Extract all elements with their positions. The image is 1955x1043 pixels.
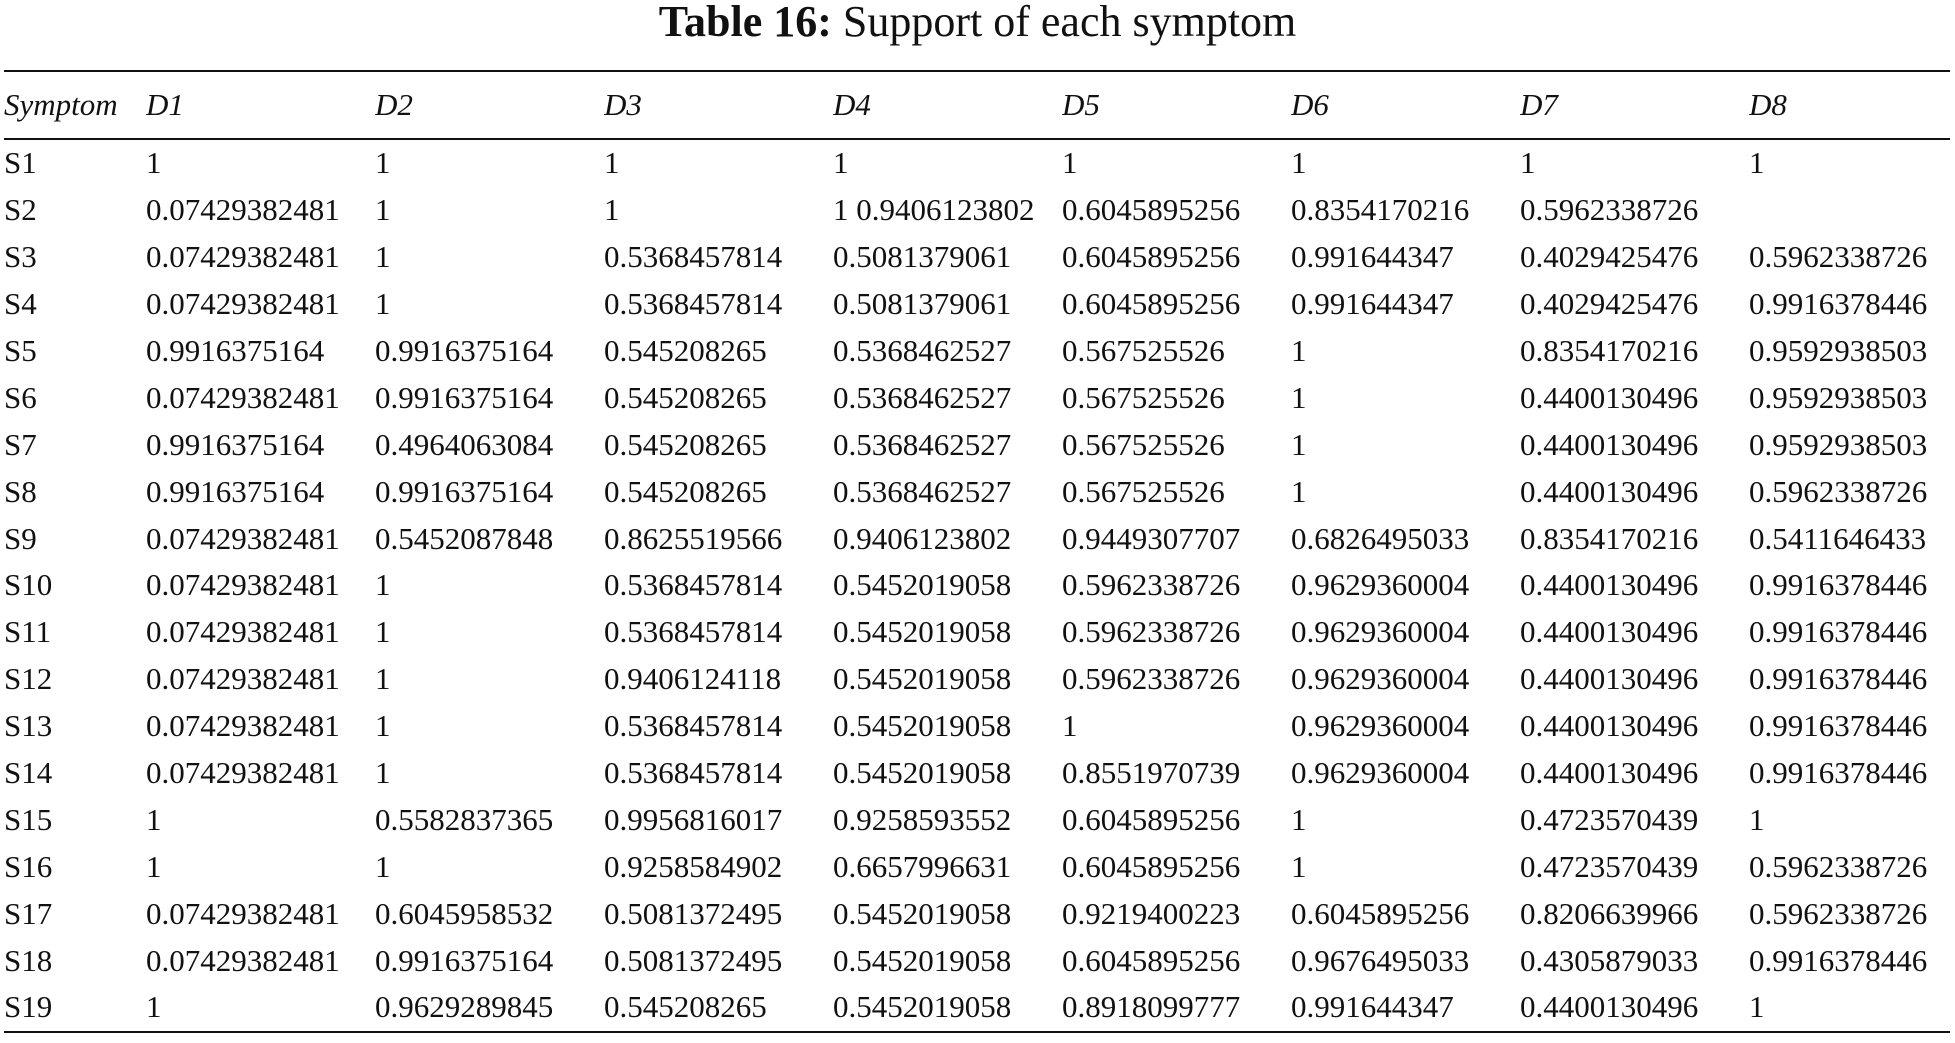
support-value-cell: 1 (1291, 473, 1307, 509)
support-value-cell: 1 (604, 145, 620, 181)
support-value-cell: 0.5081372495 (604, 895, 783, 931)
support-value-cell: 0.4400130496 (1520, 708, 1699, 744)
support-value-cell: 0.9916378446 (1749, 708, 1928, 744)
support-value-cell: 0.6045895256 (1062, 848, 1241, 884)
support-value-cell: 0.9916378446 (1749, 614, 1928, 650)
support-value-cell: 1 (1291, 801, 1307, 837)
support-value-cell: 0.9629360004 (1291, 755, 1470, 791)
support-value-cell: 1 (1291, 426, 1307, 462)
support-value-cell: 1 (375, 239, 391, 275)
symptom-cell: S17 (4, 895, 53, 931)
support-value-cell: 1 (375, 192, 391, 228)
table-row (4, 843, 1950, 890)
table-row (4, 750, 1950, 797)
support-value-cell: 1 0.9406123802 (833, 192, 1035, 228)
support-value-cell: 0.991644347 (1291, 239, 1454, 275)
symptom-cell: S11 (4, 614, 52, 650)
symptom-cell: S3 (4, 239, 37, 275)
table-row (4, 281, 1950, 328)
support-value-cell: 0.07429382481 (146, 942, 340, 978)
support-value-cell: 0.9592938503 (1749, 379, 1928, 415)
symptom-cell: S7 (4, 426, 37, 462)
table-row (4, 796, 1950, 843)
support-value-cell: 1 (1291, 379, 1307, 415)
support-value-cell: 0.8551970739 (1062, 755, 1241, 791)
support-value-cell: 1 (375, 708, 391, 744)
support-value-cell: 1 (146, 989, 162, 1025)
support-value-cell: 0.9629360004 (1291, 567, 1470, 603)
support-value-cell: 1 (375, 755, 391, 791)
support-value-cell: 0.5368457814 (604, 567, 783, 603)
symptom-cell: S9 (4, 520, 37, 556)
support-value-cell: 1 (375, 848, 391, 884)
support-value-cell: 0.991644347 (1291, 989, 1454, 1025)
support-value-cell: 0.5368457814 (604, 239, 783, 275)
symptom-cell: S12 (4, 661, 53, 697)
support-value-cell: 0.5962338726 (1062, 614, 1241, 650)
table-row (4, 234, 1950, 281)
table-row (4, 703, 1950, 750)
symptom-cell: S10 (4, 567, 53, 603)
support-value-cell: 0.9916375164 (146, 426, 325, 462)
support-value-cell: 0.9629360004 (1291, 708, 1470, 744)
table-row (4, 328, 1950, 375)
support-value-cell: 1 (1291, 145, 1307, 181)
support-value-cell: 0.4400130496 (1520, 614, 1699, 650)
support-value-cell: 0.4029425476 (1520, 239, 1699, 275)
table-row (4, 656, 1950, 703)
table-row (4, 984, 1950, 1031)
column-header: D7 (1520, 72, 1749, 139)
table-row (4, 609, 1950, 656)
support-value-cell: 0.8206639966 (1520, 895, 1699, 931)
support-value-cell: 0.5368457814 (604, 614, 783, 650)
support-value-cell: 0.9916375164 (375, 333, 554, 368)
support-value-cell: 1 (1291, 333, 1307, 368)
symptom-cell: S18 (4, 942, 53, 978)
support-value-cell: 1 (375, 614, 391, 650)
support-value-cell: 0.07429382481 (146, 379, 340, 415)
support-value-cell: 0.6045895256 (1062, 801, 1241, 837)
support-value-cell: 0.8625519566 (604, 520, 783, 556)
support-value-cell: 0.5452019058 (833, 755, 1012, 791)
support-value-cell: 0.9916378446 (1749, 286, 1928, 322)
support-value-cell: 0.567525526 (1062, 473, 1225, 509)
table-header-row (4, 72, 1950, 139)
support-value-cell: 0.9916375164 (146, 333, 325, 368)
support-value-cell: 0.07429382481 (146, 286, 340, 322)
support-value-cell: 0.4723570439 (1520, 848, 1699, 884)
column-header: D3 (604, 72, 833, 139)
support-value-cell: 0.545208265 (604, 426, 767, 462)
column-header: D5 (1062, 72, 1291, 139)
support-value-cell: 1 (375, 145, 391, 181)
support-value-cell: 0.9916378446 (1749, 661, 1928, 697)
table-row (4, 890, 1950, 937)
support-value-cell: 0.5962338726 (1062, 567, 1241, 603)
support-value-cell: 0.9629360004 (1291, 614, 1470, 650)
support-value-cell: 0.8354170216 (1291, 192, 1470, 228)
support-value-cell: 1 (1749, 989, 1765, 1025)
symptom-cell: S19 (4, 989, 53, 1025)
support-value-cell: 1 (1291, 848, 1307, 884)
support-table (4, 72, 1950, 1031)
support-value-cell: 1 (146, 145, 162, 181)
support-value-cell: 0.5452019058 (833, 989, 1012, 1025)
symptom-cell: S4 (4, 286, 37, 322)
table-caption (0, 0, 1955, 44)
support-value-cell: 1 (1749, 145, 1765, 181)
symptom-cell: S1 (4, 145, 37, 181)
column-header: Symptom (4, 72, 146, 139)
support-value-cell: 0.5962338726 (1749, 473, 1928, 509)
symptom-cell: S2 (4, 192, 37, 228)
support-value-cell: 0.9258593552 (833, 801, 1012, 837)
column-header: D6 (1291, 72, 1520, 139)
table-caption-text: Support of each symptom (842, 0, 1297, 46)
support-value-cell: 0.4723570439 (1520, 801, 1699, 837)
support-value-cell: 0.567525526 (1062, 333, 1225, 368)
support-value-cell: 0.6045895256 (1062, 239, 1241, 275)
support-value-cell: 0.07429382481 (146, 708, 340, 744)
column-header: D8 (1749, 72, 1950, 139)
support-value-cell: 0.8354170216 (1520, 520, 1699, 556)
support-value-cell: 0.5368462527 (833, 333, 1012, 368)
support-value-cell: 0.9219400223 (1062, 895, 1241, 931)
support-value-cell: 0.5452019058 (833, 567, 1012, 603)
support-value-cell: 0.8354170216 (1520, 333, 1699, 368)
support-value-cell: 0.6045895256 (1291, 895, 1470, 931)
support-value-cell: 0.4400130496 (1520, 567, 1699, 603)
support-value-cell: 0.5452087848 (375, 520, 554, 556)
table-body (4, 139, 1950, 1031)
support-value-cell: 0.545208265 (604, 989, 767, 1025)
support-value-cell: 0.9916375164 (375, 473, 554, 509)
support-value-cell: 0.6826495033 (1291, 520, 1470, 556)
support-value-cell: 0.4400130496 (1520, 426, 1699, 462)
support-value-cell: 0.5081372495 (604, 942, 783, 978)
table-row (4, 421, 1950, 468)
support-value-cell: 0.9592938503 (1749, 426, 1928, 462)
column-header: D2 (375, 72, 604, 139)
support-value-cell: 0.5962338726 (1062, 661, 1241, 697)
support-value-cell: 0.5452019058 (833, 895, 1012, 931)
support-value-cell: 0.545208265 (604, 473, 767, 509)
support-value-cell: 0.4400130496 (1520, 989, 1699, 1025)
support-value-cell: 1 (833, 145, 849, 181)
support-value-cell: 0.4964063084 (375, 426, 554, 462)
support-value-cell: 0.545208265 (604, 379, 767, 415)
table-row (4, 937, 1950, 984)
support-value-cell: 0.6045895256 (1062, 942, 1241, 978)
symptom-cell: S15 (4, 801, 53, 837)
support-value-cell: 1 (1520, 145, 1536, 181)
table-row (4, 515, 1950, 562)
support-value-cell: 0.9916378446 (1749, 567, 1928, 603)
support-value-cell: 0.4305879033 (1520, 942, 1699, 978)
support-value-cell: 0.9629289845 (375, 989, 554, 1025)
support-value-cell: 0.9916375164 (146, 473, 325, 509)
support-value-cell: 1 (375, 567, 391, 603)
support-value-cell: 0.07429382481 (146, 567, 340, 603)
column-header: D4 (833, 72, 1062, 139)
support-value-cell: 0.5368457814 (604, 755, 783, 791)
support-value-cell: 1 (375, 286, 391, 322)
symptom-cell: S6 (4, 379, 37, 415)
support-value-cell (1749, 187, 1950, 234)
support-value-cell: 0.5962338726 (1520, 192, 1699, 228)
support-value-cell: 0.9916375164 (375, 942, 554, 978)
support-value-cell: 1 (146, 801, 162, 837)
symptom-cell: S14 (4, 755, 53, 791)
support-value-cell: 0.5452019058 (833, 942, 1012, 978)
support-value-cell: 0.5452019058 (833, 661, 1012, 697)
support-value-cell: 0.07429382481 (146, 192, 340, 228)
support-value-cell: 0.6657996631 (833, 848, 1012, 884)
support-value-cell: 0.07429382481 (146, 614, 340, 650)
support-value-cell: 0.5962338726 (1749, 239, 1928, 275)
support-value-cell: 1 (146, 848, 162, 884)
support-value-cell: 0.991644347 (1291, 286, 1454, 322)
support-value-cell: 0.9449307707 (1062, 520, 1241, 556)
table-row (4, 139, 1950, 187)
support-value-cell: 0.5081379061 (833, 239, 1012, 275)
support-value-cell: 0.6045895256 (1062, 192, 1241, 228)
support-value-cell: 0.545208265 (604, 333, 767, 368)
support-value-cell: 0.5368462527 (833, 379, 1012, 415)
support-value-cell: 1 (1749, 801, 1765, 837)
support-value-cell: 0.5411646433 (1749, 520, 1927, 556)
support-table-container (4, 70, 1950, 1033)
table-row (4, 562, 1950, 609)
support-value-cell: 0.4029425476 (1520, 286, 1699, 322)
support-value-cell: 1 (604, 192, 620, 228)
support-value-cell: 0.9592938503 (1749, 333, 1928, 368)
symptom-cell: S8 (4, 473, 37, 509)
support-value-cell: 0.4400130496 (1520, 755, 1699, 791)
support-value-cell: 0.07429382481 (146, 239, 340, 275)
support-value-cell: 0.4400130496 (1520, 379, 1699, 415)
support-value-cell: 0.567525526 (1062, 379, 1225, 415)
support-value-cell: 0.9956816017 (604, 801, 783, 837)
support-value-cell: 0.567525526 (1062, 426, 1225, 462)
table-row (4, 468, 1950, 515)
symptom-cell: S5 (4, 333, 37, 368)
support-value-cell: 0.4400130496 (1520, 473, 1699, 509)
support-value-cell: 0.5452019058 (833, 614, 1012, 650)
support-value-cell: 0.07429382481 (146, 755, 340, 791)
support-value-cell: 0.5962338726 (1749, 848, 1928, 884)
table-caption-label: Table 16: (658, 0, 832, 46)
support-value-cell: 0.9916375164 (375, 379, 554, 415)
support-value-cell: 0.4400130496 (1520, 661, 1699, 697)
support-value-cell: 0.9676495033 (1291, 942, 1470, 978)
support-value-cell: 0.9406124118 (604, 661, 782, 697)
support-value-cell: 0.5962338726 (1749, 895, 1928, 931)
support-value-cell: 1 (375, 661, 391, 697)
column-header: D1 (146, 72, 375, 139)
support-value-cell: 0.5368462527 (833, 426, 1012, 462)
support-value-cell: 0.9629360004 (1291, 661, 1470, 697)
symptom-cell: S16 (4, 848, 53, 884)
support-value-cell: 0.5452019058 (833, 708, 1012, 744)
support-value-cell: 0.9258584902 (604, 848, 783, 884)
support-value-cell: 0.6045895256 (1062, 286, 1241, 322)
table-row (4, 187, 1950, 234)
support-value-cell: 0.5368462527 (833, 473, 1012, 509)
support-value-cell: 0.07429382481 (146, 661, 340, 697)
support-value-cell: 1 (1062, 708, 1078, 744)
table-row (4, 374, 1950, 421)
support-value-cell: 0.5081379061 (833, 286, 1012, 322)
support-value-cell: 0.6045958532 (375, 895, 554, 931)
support-value-cell: 0.07429382481 (146, 520, 340, 556)
support-value-cell: 0.9916378446 (1749, 755, 1928, 791)
symptom-cell: S13 (4, 708, 53, 744)
support-value-cell: 0.07429382481 (146, 895, 340, 931)
support-value-cell: 0.8918099777 (1062, 989, 1241, 1025)
support-value-cell: 0.9406123802 (833, 520, 1012, 556)
support-value-cell: 0.5368457814 (604, 286, 783, 322)
support-value-cell: 1 (1062, 145, 1078, 181)
support-value-cell: 0.9916378446 (1749, 942, 1928, 978)
support-value-cell: 0.5582837365 (375, 801, 554, 837)
support-value-cell: 0.5368457814 (604, 708, 783, 744)
